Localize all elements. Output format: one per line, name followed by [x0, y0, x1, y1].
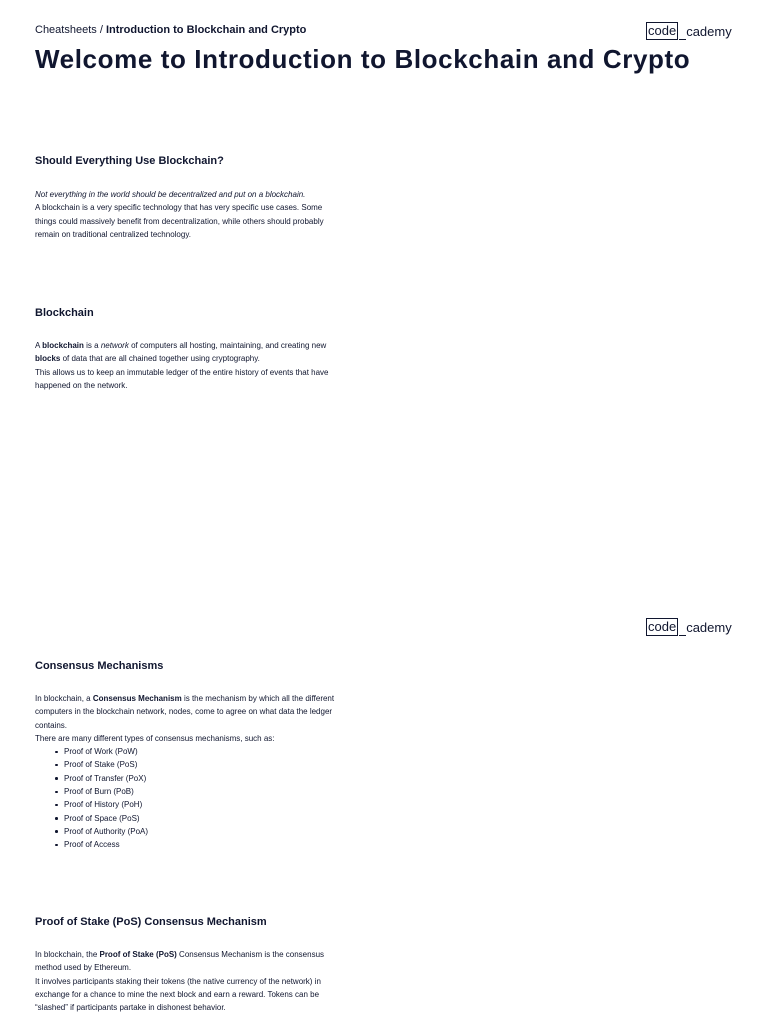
- paragraph: It involves participants staking their tokens (the native currency of the network) in exchange for a chance to mine the next block and earn a reward. Tokens can be “slashed” if participants partake in dishonest behavior.: [35, 976, 321, 1013]
- bold-term: blockchain: [42, 341, 84, 350]
- text-run: In blockchain, the: [35, 950, 100, 959]
- logo-code-box: code: [648, 619, 677, 634]
- codecademy-logo[interactable]: [646, 22, 732, 40]
- logo-cursor-icon: [679, 635, 686, 637]
- codecademy-logo-page2[interactable]: [646, 618, 732, 636]
- text-run: Consensus Mechanism is the consensus method used by Ethereum.: [35, 950, 325, 973]
- section-title-pos: Proof of Stake (PoS) Consensus Mechanism: [35, 916, 267, 928]
- breadcrumb-current: Introduction to Blockchain and Crypto: [105, 24, 307, 36]
- section-title-blockchain: Blockchain: [35, 307, 94, 319]
- text-run: is a: [83, 341, 101, 350]
- section-title-should-use: Should Everything Use Blockchain?: [35, 155, 224, 167]
- paragraph: There are many different types of consensus mechanisms, such as:: [35, 733, 275, 743]
- paragraph: [35, 948, 345, 975]
- italic-line: Not everything in the world should be decentralized and put on a blockchain.: [35, 190, 306, 199]
- text-run: A: [35, 341, 43, 350]
- paragraph: [35, 339, 345, 366]
- consensus-list: [35, 745, 345, 851]
- logo-cursor-icon: [679, 39, 686, 41]
- text-run: of computers all hosting, maintaining, and creating new: [128, 341, 327, 350]
- bold-term: blocks: [35, 354, 61, 364]
- bold-term: Proof of Stake (PoS): [99, 950, 177, 959]
- section-body-consensus: [35, 692, 345, 852]
- breadcrumb-separator: /: [96, 24, 106, 36]
- list-item: Proof of Authority (PoA): [53, 825, 345, 838]
- list-item: Proof of Work (PoW): [53, 745, 345, 758]
- section-body-pos: [35, 948, 345, 1014]
- breadcrumb: [35, 24, 306, 36]
- list-item: Proof of Access: [53, 838, 345, 851]
- logo-cademy-text: cademy: [686, 23, 732, 39]
- breadcrumb-root-link[interactable]: Cheatsheets: [35, 24, 97, 36]
- text-run: In blockchain, a: [35, 694, 93, 703]
- bold-term: Consensus Mechanism: [92, 694, 182, 703]
- list-item: Proof of Burn (PoB): [53, 785, 345, 798]
- list-item: Proof of Space (PoS): [53, 812, 345, 825]
- paragraph: This allows us to keep an immutable ledger of the entire history of events that have happened on the network.: [35, 367, 329, 390]
- list-item: Proof of History (PoH): [53, 798, 345, 811]
- list-item: Proof of Stake (PoS): [53, 758, 345, 771]
- italic-term: network: [100, 341, 129, 350]
- page-title: Welcome to Introduction to Blockchain and Crypto: [35, 44, 691, 74]
- section-title-consensus: Consensus Mechanisms: [35, 660, 164, 672]
- paragraph: [35, 692, 345, 732]
- logo-code-box: code: [648, 23, 677, 38]
- text-run: is the mechanism by which all the different computers in the blockchain network, nodes, come to agree on what data the ledger contains.: [35, 694, 335, 730]
- text-run: of data that are all chained together using cryptography.: [60, 354, 260, 364]
- logo-cademy-text: cademy: [686, 619, 732, 635]
- list-item: Proof of Transfer (PoX): [53, 772, 345, 785]
- section-body-blockchain: [35, 339, 345, 392]
- paragraph: A blockchain is a very specific technology that has very specific use cases. Some things could massively benefit from decentralization, while others should probably remain on traditional centralized technology.: [35, 203, 324, 239]
- section-body-should-use: [35, 188, 345, 241]
